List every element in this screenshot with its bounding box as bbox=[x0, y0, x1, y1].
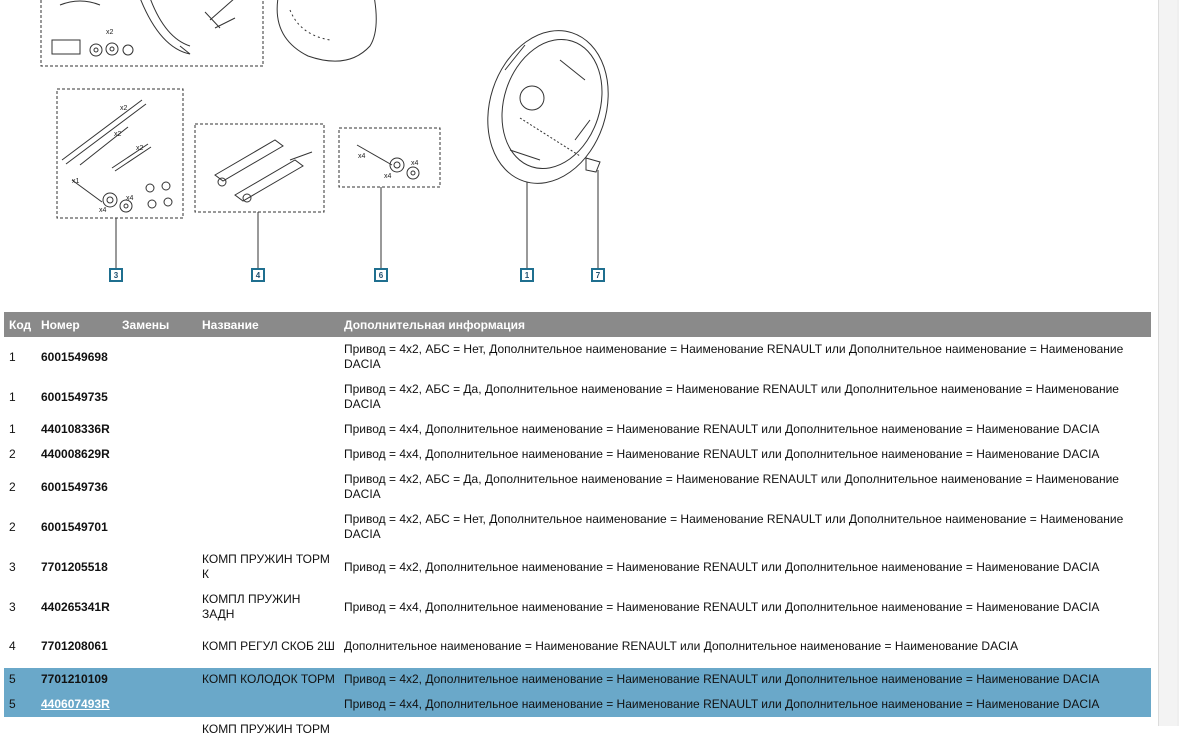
svg-text:4: 4 bbox=[255, 271, 261, 280]
cell-code: 1 bbox=[9, 422, 16, 436]
svg-text:1: 1 bbox=[524, 271, 530, 280]
scrollbar-thumb[interactable] bbox=[1159, 0, 1177, 726]
cell-number bbox=[36, 717, 117, 742]
svg-text:7: 7 bbox=[595, 271, 601, 280]
cell-number: 440108336R bbox=[41, 422, 110, 436]
cell-number[interactable] bbox=[36, 692, 117, 717]
cell-number: 6001549701 bbox=[41, 519, 108, 534]
quantity-mark: x4 bbox=[358, 153, 366, 160]
column-header-info[interactable]: Дополнительная информация bbox=[339, 312, 1151, 337]
cell-info: Привод = 4x4, Дополнительное наименование = Наименование RENAULT или Дополнительное наименование = Наименование DACIA bbox=[339, 692, 1151, 717]
cell-code: 2 bbox=[9, 519, 16, 534]
cell-number: 440008629R bbox=[41, 447, 110, 461]
cell-replacements bbox=[117, 692, 197, 717]
table-row[interactable] bbox=[4, 507, 1151, 547]
table-row[interactable] bbox=[4, 587, 1151, 627]
callout-4[interactable] bbox=[252, 269, 264, 281]
cell-replacements bbox=[117, 547, 197, 587]
callout-1[interactable] bbox=[521, 269, 533, 281]
cell-name: КОМП РЕГУЛ СКОБ 2Ш bbox=[202, 639, 335, 654]
cell-replacements bbox=[117, 377, 197, 417]
cell-code: 3 bbox=[9, 599, 16, 614]
cell-info: Привод = 4x4, Дополнительное наименование = Наименование RENAULT или Дополнительное наименование = Наименование DACIA bbox=[344, 447, 1100, 461]
quantity-mark: x4 bbox=[126, 195, 134, 202]
table-row[interactable] bbox=[4, 717, 1151, 742]
cell-code: 5 bbox=[4, 692, 36, 717]
cell-code: 1 bbox=[9, 349, 16, 364]
cell-replacements bbox=[117, 337, 197, 377]
table-row[interactable] bbox=[4, 377, 1151, 417]
cell-name bbox=[197, 442, 339, 467]
cell-name: КОМП ПРУЖИН ТОРМ К bbox=[202, 552, 330, 581]
cell-info bbox=[339, 717, 1151, 742]
cell-code: 5 bbox=[4, 667, 36, 692]
cell-number: 6001549698 bbox=[41, 349, 108, 364]
cell-name bbox=[197, 507, 339, 547]
cell-code: 2 bbox=[9, 479, 16, 494]
cell-replacements bbox=[117, 587, 197, 627]
callout-3[interactable] bbox=[110, 269, 122, 281]
cell-replacements bbox=[117, 627, 197, 667]
table-row[interactable] bbox=[4, 337, 1151, 377]
callout-7[interactable] bbox=[592, 269, 604, 281]
cell-replacements bbox=[117, 442, 197, 467]
table-row-selected[interactable] bbox=[4, 692, 1151, 717]
quantity-mark: x2 bbox=[120, 105, 128, 112]
cell-number: 7701205518 bbox=[41, 559, 108, 574]
table-row-selected[interactable] bbox=[4, 667, 1151, 692]
backing-plate bbox=[469, 15, 628, 199]
part-number-link[interactable]: 440607493R bbox=[41, 697, 110, 711]
cell-info: Привод = 4x2, АБС = Нет, Дополнительное наименование = Наименование RENAULT или Дополнительное наименование = Наименование DACIA bbox=[344, 342, 1124, 371]
cell-info: Привод = 4x2, АБС = Нет, Дополнительное наименование = Наименование RENAULT или Дополнительное наименование = Наименование DACIA bbox=[344, 512, 1124, 541]
cell-info: Дополнительное наименование = Наименование RENAULT или Дополнительное наименование = Наименование DACIA bbox=[344, 639, 1019, 654]
cell-info: Привод = 4x2, Дополнительное наименование = Наименование RENAULT или Дополнительное наименование = Наименование DACIA bbox=[344, 559, 1100, 574]
table-header-row bbox=[4, 312, 1151, 337]
callout-6[interactable] bbox=[375, 269, 387, 281]
cell-number: 7701210109 bbox=[36, 667, 117, 692]
cell-name: КОМП ПРУЖИН ТОРМ bbox=[202, 722, 330, 736]
parts-table bbox=[4, 312, 1151, 742]
cell-info: Привод = 4x2, Дополнительное наименование = Наименование RENAULT или Дополнительное наименование = Наименование DACIA bbox=[339, 667, 1151, 692]
quantity-mark: x2 bbox=[106, 29, 114, 36]
table-row[interactable] bbox=[4, 467, 1151, 507]
cell-replacements bbox=[117, 667, 197, 692]
quantity-mark: x2 bbox=[114, 131, 122, 138]
cell-code: 2 bbox=[9, 447, 16, 461]
table-row[interactable] bbox=[4, 417, 1151, 442]
cell-info: Привод = 4x2, АБС = Да, Дополнительное наименование = Наименование RENAULT или Дополнительное наименование = Наименование DACIA bbox=[344, 472, 1119, 501]
table-row[interactable] bbox=[4, 547, 1151, 587]
column-header-name[interactable]: Название bbox=[197, 312, 339, 337]
cell-info: Привод = 4x4, Дополнительное наименование = Наименование RENAULT или Дополнительное наименование = Наименование DACIA bbox=[344, 599, 1100, 614]
cell-replacements bbox=[117, 717, 197, 742]
parts-diagram bbox=[0, 0, 1156, 310]
quantity-mark: x4 bbox=[411, 160, 419, 167]
cell-replacements bbox=[117, 467, 197, 507]
svg-text:3: 3 bbox=[113, 271, 119, 280]
table-row[interactable] bbox=[4, 627, 1151, 667]
cell-code bbox=[4, 717, 36, 742]
cell-number: 6001549736 bbox=[41, 479, 108, 494]
table-row[interactable] bbox=[4, 442, 1151, 467]
cell-code: 1 bbox=[9, 389, 16, 404]
cell-number: 440265341R bbox=[41, 599, 110, 614]
cell-info: Привод = 4x4, Дополнительное наименование = Наименование RENAULT или Дополнительное наименование = Наименование DACIA bbox=[344, 422, 1100, 436]
cell-name: КОМП КОЛОДОК ТОРМ bbox=[197, 667, 339, 692]
cell-number: 7701208061 bbox=[41, 639, 108, 654]
cell-replacements bbox=[117, 417, 197, 442]
cell-name bbox=[197, 692, 339, 717]
cell-code: 3 bbox=[9, 559, 16, 574]
cell-name bbox=[197, 377, 339, 417]
cell-name: КОМПЛ ПРУЖИН ЗАДН bbox=[202, 592, 301, 621]
column-header-code[interactable]: Код bbox=[4, 312, 36, 337]
cell-code: 4 bbox=[9, 639, 16, 654]
svg-text:6: 6 bbox=[378, 271, 384, 280]
kit-box-5 bbox=[41, 0, 263, 66]
quantity-mark: x4 bbox=[384, 173, 392, 180]
cell-name bbox=[197, 467, 339, 507]
cell-replacements bbox=[117, 507, 197, 547]
quantity-mark: x4 bbox=[99, 207, 107, 214]
column-header-number[interactable]: Номер bbox=[36, 312, 117, 337]
cell-name bbox=[197, 337, 339, 377]
cell-name bbox=[197, 417, 339, 442]
quantity-mark: x2 bbox=[136, 145, 144, 152]
quantity-mark: x1 bbox=[72, 178, 80, 185]
kit-box-4 bbox=[195, 124, 324, 212]
cell-info: Привод = 4x2, АБС = Да, Дополнительное наименование = Наименование RENAULT или Дополнительное наименование = Наименование DACIA bbox=[344, 382, 1119, 411]
column-header-replacements[interactable]: Замены bbox=[117, 312, 197, 337]
cell-number: 6001549735 bbox=[41, 389, 108, 404]
